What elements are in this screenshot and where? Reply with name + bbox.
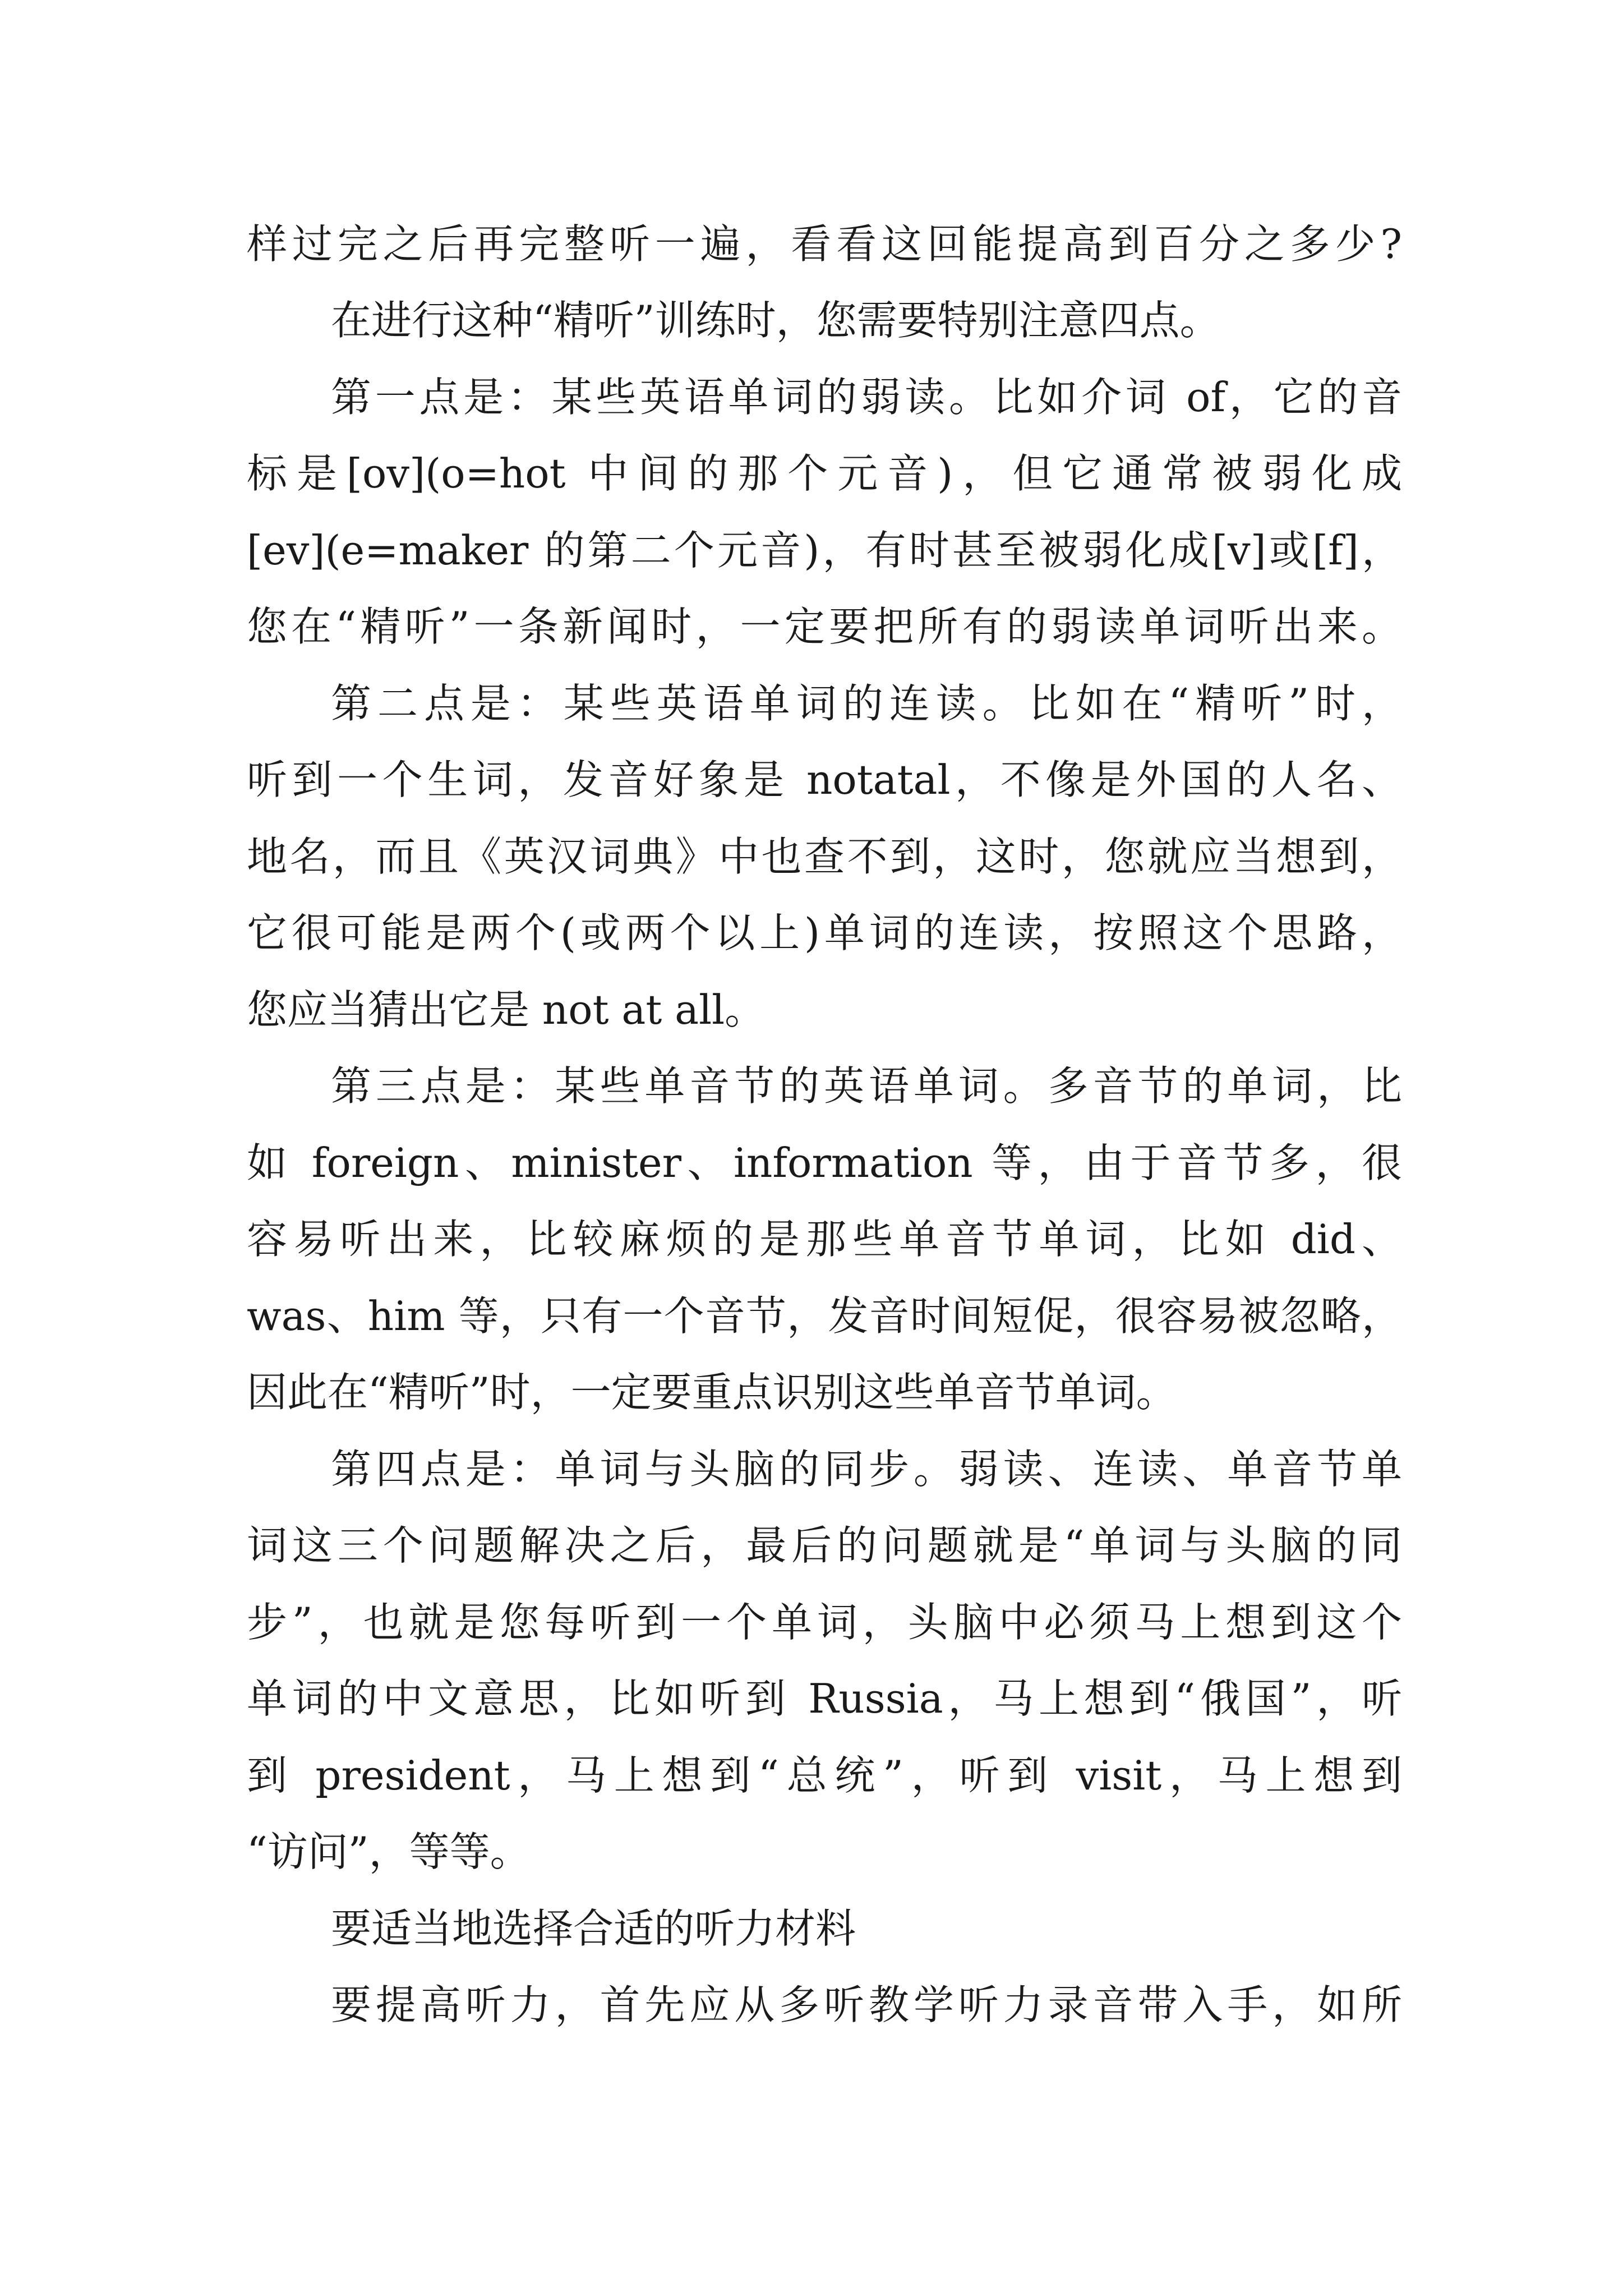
text-line: 单词的中文意思，比如听到 Russia，马上想到“俄国”，听 xyxy=(247,1675,1402,1722)
text-line: 地名，而且《英汉词典》中也查不到，这时，您就应当想到， xyxy=(247,833,1402,880)
text-line: 您应当猜出它是 not at all。 xyxy=(247,986,766,1033)
text-line: 第二点是：某些英语单词的连读。比如在“精听”时， xyxy=(331,680,1402,727)
text-line: 到 president，马上想到“总统”，听到 visit，马上想到 xyxy=(247,1752,1402,1799)
text-line: 在进行这种“精听”训练时，您需要特别注意四点。 xyxy=(331,297,1220,344)
text-line: 步”，也就是您每听到一个单词，头脑中必须马上想到这个 xyxy=(247,1599,1402,1646)
text-line: [ev](e=maker 的第二个元音)，有时甚至被弱化成[v]或[f]， xyxy=(247,527,1402,574)
text-line: 第三点是：某些单音节的英语单词。多音节的单词，比 xyxy=(331,1062,1402,1110)
text-line: 第一点是：某些英语单词的弱读。比如介词 of，它的音 xyxy=(331,374,1402,421)
text-line: 标是[ov](o=hot 中间的那个元音)，但它通常被弱化成 xyxy=(247,450,1402,497)
text-line: 容易听出来，比较麻烦的是那些单音节单词，比如 did、 xyxy=(247,1216,1402,1263)
text-line: 如 foreign、minister、information 等，由于音节多，很 xyxy=(247,1139,1402,1186)
text-line: 样过完之后再完整听一遍，看看这回能提高到百分之多少? xyxy=(247,220,1402,268)
section-heading: 要适当地选择合适的听力材料 xyxy=(331,1905,856,1952)
text-line: 因此在“精听”时，一定要重点识别这些单音节单词。 xyxy=(247,1369,1177,1416)
text-line: 第四点是：单词与头脑的同步。弱读、连读、单音节单 xyxy=(331,1446,1402,1493)
text-line: was、him 等，只有一个音节，发音时间短促，很容易被忽略， xyxy=(247,1292,1402,1340)
text-line: “访问”，等等。 xyxy=(247,1828,531,1875)
text-line: 它很可能是两个(或两个以上)单词的连读，按照这个思路， xyxy=(247,909,1402,956)
text-line: 听到一个生词，发音好象是 notatal，不像是外国的人名、 xyxy=(247,756,1402,803)
text-line: 词这三个问题解决之后，最后的问题就是“单词与头脑的同 xyxy=(247,1522,1402,1569)
text-line: 您在“精听”一条新闻时，一定要把所有的弱读单词听出来。 xyxy=(247,603,1402,650)
text-line: 要提高听力，首先应从多听教学听力录音带入手，如所 xyxy=(331,1981,1402,2028)
